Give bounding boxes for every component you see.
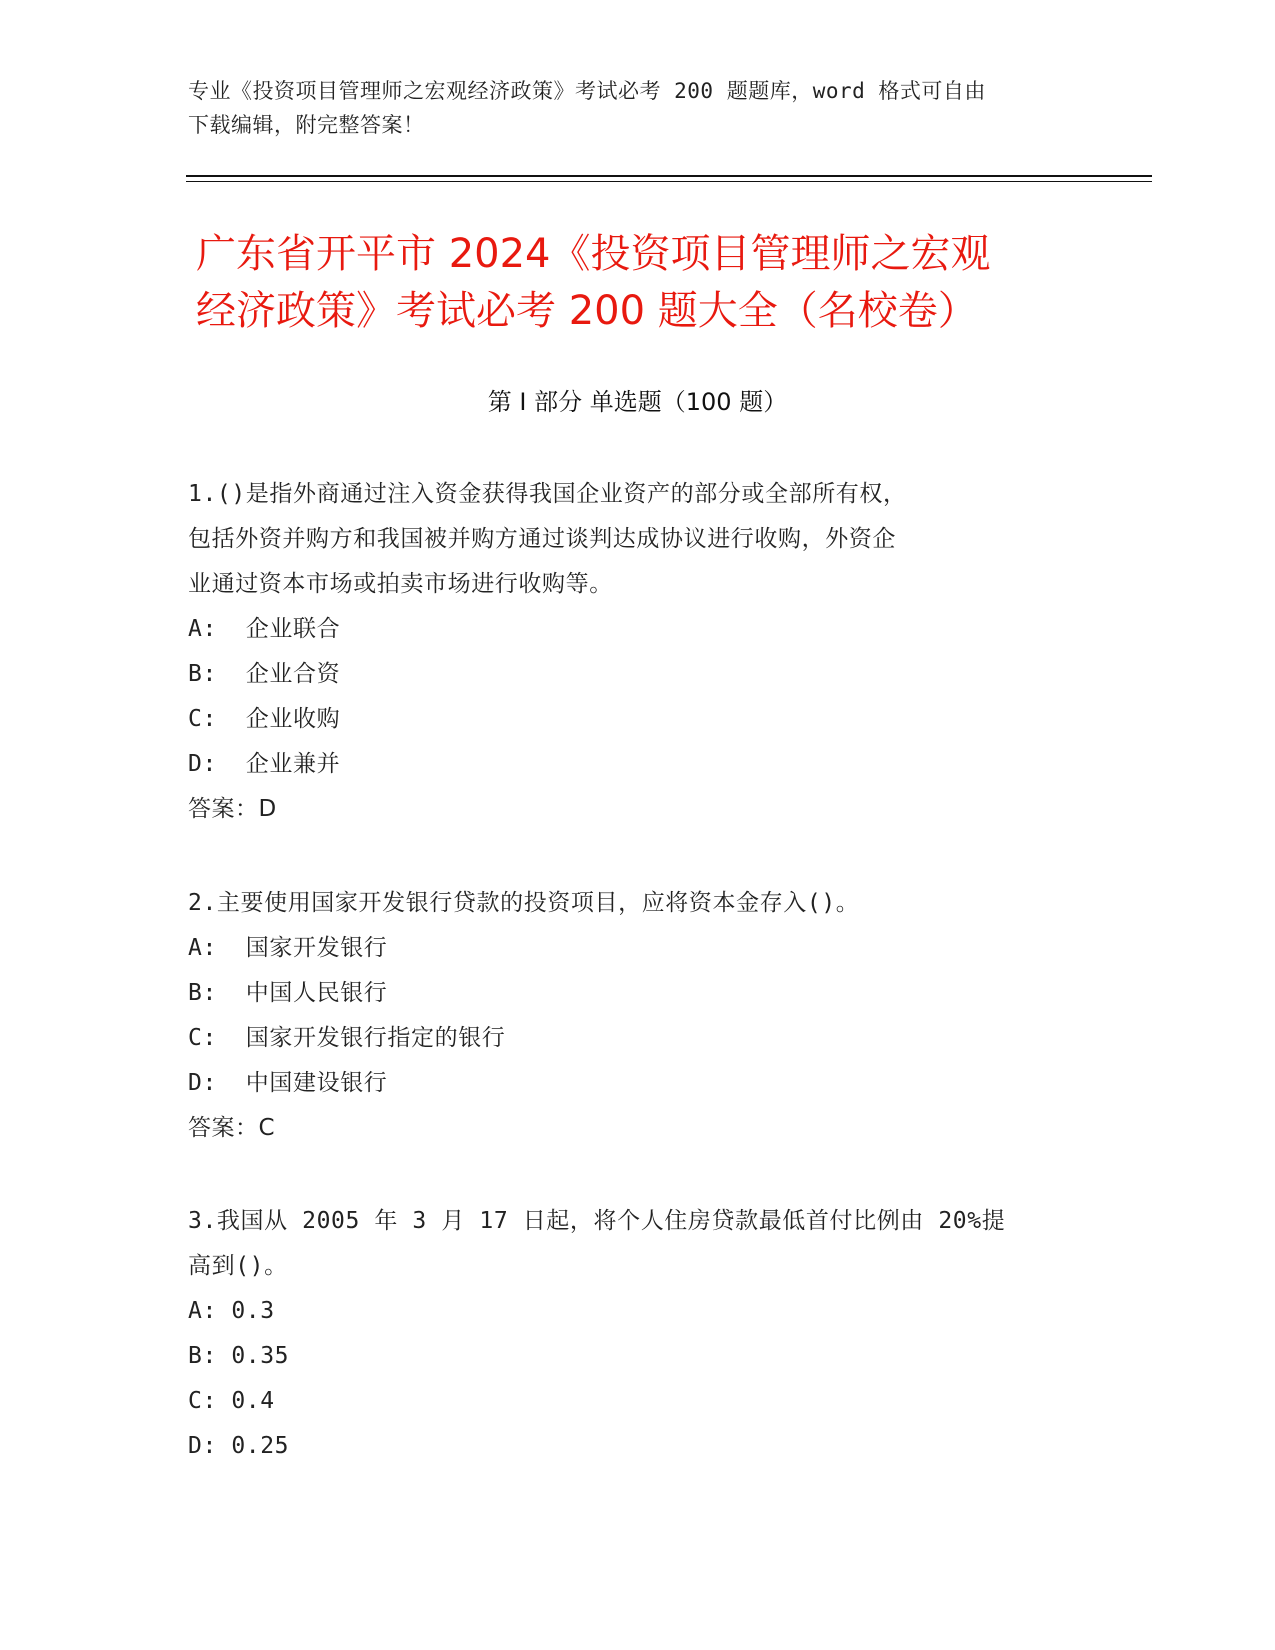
title-line: 广东省开平市 2024《投资项目管理师之宏观 — [196, 231, 991, 277]
option-c: C: 0.4 — [188, 1388, 275, 1414]
header-note-line: 下载编辑，附完整答案！ — [188, 113, 425, 137]
option-d: D: 企业兼并 — [188, 751, 341, 777]
header-divider — [186, 175, 1152, 177]
document-title — [196, 226, 1096, 340]
question-1 — [188, 472, 1088, 832]
question-3 — [188, 1199, 1088, 1469]
question-stem-line: 包括外资并购方和我国被并购方通过谈判达成协议进行收购，外资企 — [188, 526, 896, 552]
section-heading: 第 I 部分 单选题（100 题） — [487, 388, 788, 416]
option-b: B: 0.35 — [188, 1343, 290, 1369]
option-a: A: 企业联合 — [188, 616, 341, 642]
option-b: B: 中国人民银行 — [188, 980, 388, 1006]
question-2 — [188, 881, 1088, 1151]
option-b: B: 企业合资 — [188, 661, 341, 687]
title-line: 经济政策》考试必考 200 题大全（名校卷） — [196, 288, 978, 334]
option-a: A: 国家开发银行 — [188, 935, 388, 961]
answer: 答案：D — [188, 796, 277, 822]
question-stem-line: 业通过资本市场或拍卖市场进行收购等。 — [188, 571, 613, 597]
answer: 答案：C — [188, 1115, 276, 1141]
option-c: C: 企业收购 — [188, 706, 341, 732]
header-note-line: 专业《投资项目管理师之宏观经济政策》考试必考 200 题题库，word 格式可自由 — [188, 79, 986, 103]
header-divider-thin — [186, 181, 1152, 182]
option-a: A: 0.3 — [188, 1298, 275, 1324]
header-note — [188, 74, 1088, 142]
option-d: D: 0.25 — [188, 1433, 290, 1459]
option-d: D: 中国建设银行 — [188, 1070, 388, 1096]
question-stem-line: 3.我国从 2005 年 3 月 17 日起，将个人住房贷款最低首付比例由 20%提 — [188, 1208, 1006, 1234]
question-stem-line: 高到()。 — [188, 1253, 288, 1279]
option-c: C: 国家开发银行指定的银行 — [188, 1025, 506, 1051]
question-stem-line: 2.主要使用国家开发银行贷款的投资项目，应将资本金存入()。 — [188, 890, 860, 916]
question-stem-line: 1.()是指外商通过注入资金获得我国企业资产的部分或全部所有权， — [188, 481, 907, 507]
